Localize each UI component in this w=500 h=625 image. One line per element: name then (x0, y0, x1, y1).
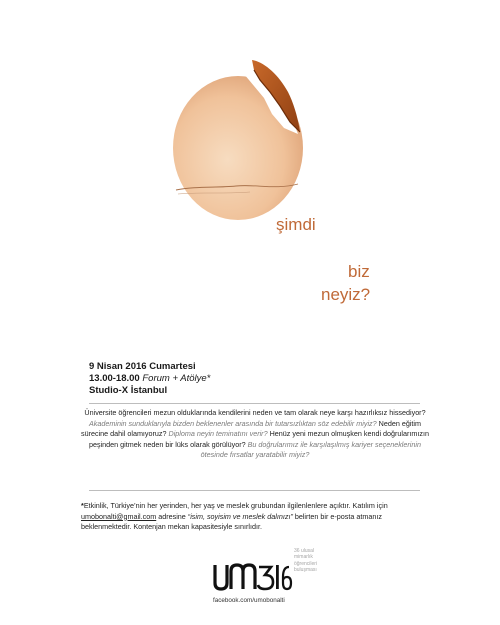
description-sentence: Üniversite öğrencileri mezun olduklarında kendilerini neden ve tam olarak neye karşı hazırlıksız hissediyor? (84, 408, 426, 417)
umo-logo (213, 561, 293, 591)
logo-tagline-line: buluşması (294, 567, 317, 574)
headline-line-2: biz (348, 262, 370, 281)
note-text: adresine (158, 511, 186, 521)
logo-tagline-line: 36 ulusal (294, 548, 315, 554)
note-quote: “isim, soyisim ve meslek dalınızı” (187, 511, 293, 521)
note-asterisk: * (81, 501, 84, 510)
description-question: Diploma neyin teminatını verir? (168, 429, 268, 439)
event-details (89, 361, 210, 397)
cracked-egg-illustration (166, 44, 314, 222)
event-date: 9 Nisan 2016 Cumartesi (89, 361, 196, 372)
description-question: Akademinin sunduklarıyla bizden beklenenler arasında bir tutarsızlıktan söz edebilir miyiz? (88, 418, 377, 428)
description-sentence: Neden eğitim sürecine dahil olamıyoruz? (81, 418, 421, 439)
divider-top (89, 403, 420, 404)
event-format: Forum + Atölye* (142, 373, 211, 384)
event-time: 13.00-18.00 (89, 373, 140, 384)
event-venue: Studio-X İstanbul (89, 385, 168, 396)
note-text: Etkinlik, Türkiye’nin her yerinden, her yaş ve meslek grubundan ilgilenlenlere açıktır. Katılım için (83, 501, 388, 510)
logo-tagline-line: öğrencileri (294, 560, 318, 567)
headline-line-1: şimdi (276, 215, 316, 234)
logo-tagline (294, 548, 354, 574)
facebook-link[interactable]: facebook.com/umobonalti (213, 597, 285, 604)
participation-note (81, 501, 433, 533)
logo-tagline-line: mimarlık (294, 554, 313, 561)
description-question: Bu doğrularımız ile karşılaşılmış kariyer seçeneklerinin ötesinde fırsatlar yaratabilir miyiz? (200, 439, 421, 460)
event-time-row (89, 373, 210, 385)
description-sentence: Henüz yeni mezun olmuşken kendi doğrularımızın peşinden gitmek neden bir lüks olarak görülüyor? (89, 429, 429, 449)
note-text: belirten bir e-posta atmanız beklenmektedir. Kontenjan mekan kapasitesiyle sınırlıdır. (81, 511, 382, 532)
headline-line-3: neyiz? (321, 285, 371, 304)
description-paragraph (80, 408, 430, 461)
contact-email-link[interactable]: umobonalti@gmail.com (81, 511, 157, 521)
divider-bottom (89, 490, 420, 491)
